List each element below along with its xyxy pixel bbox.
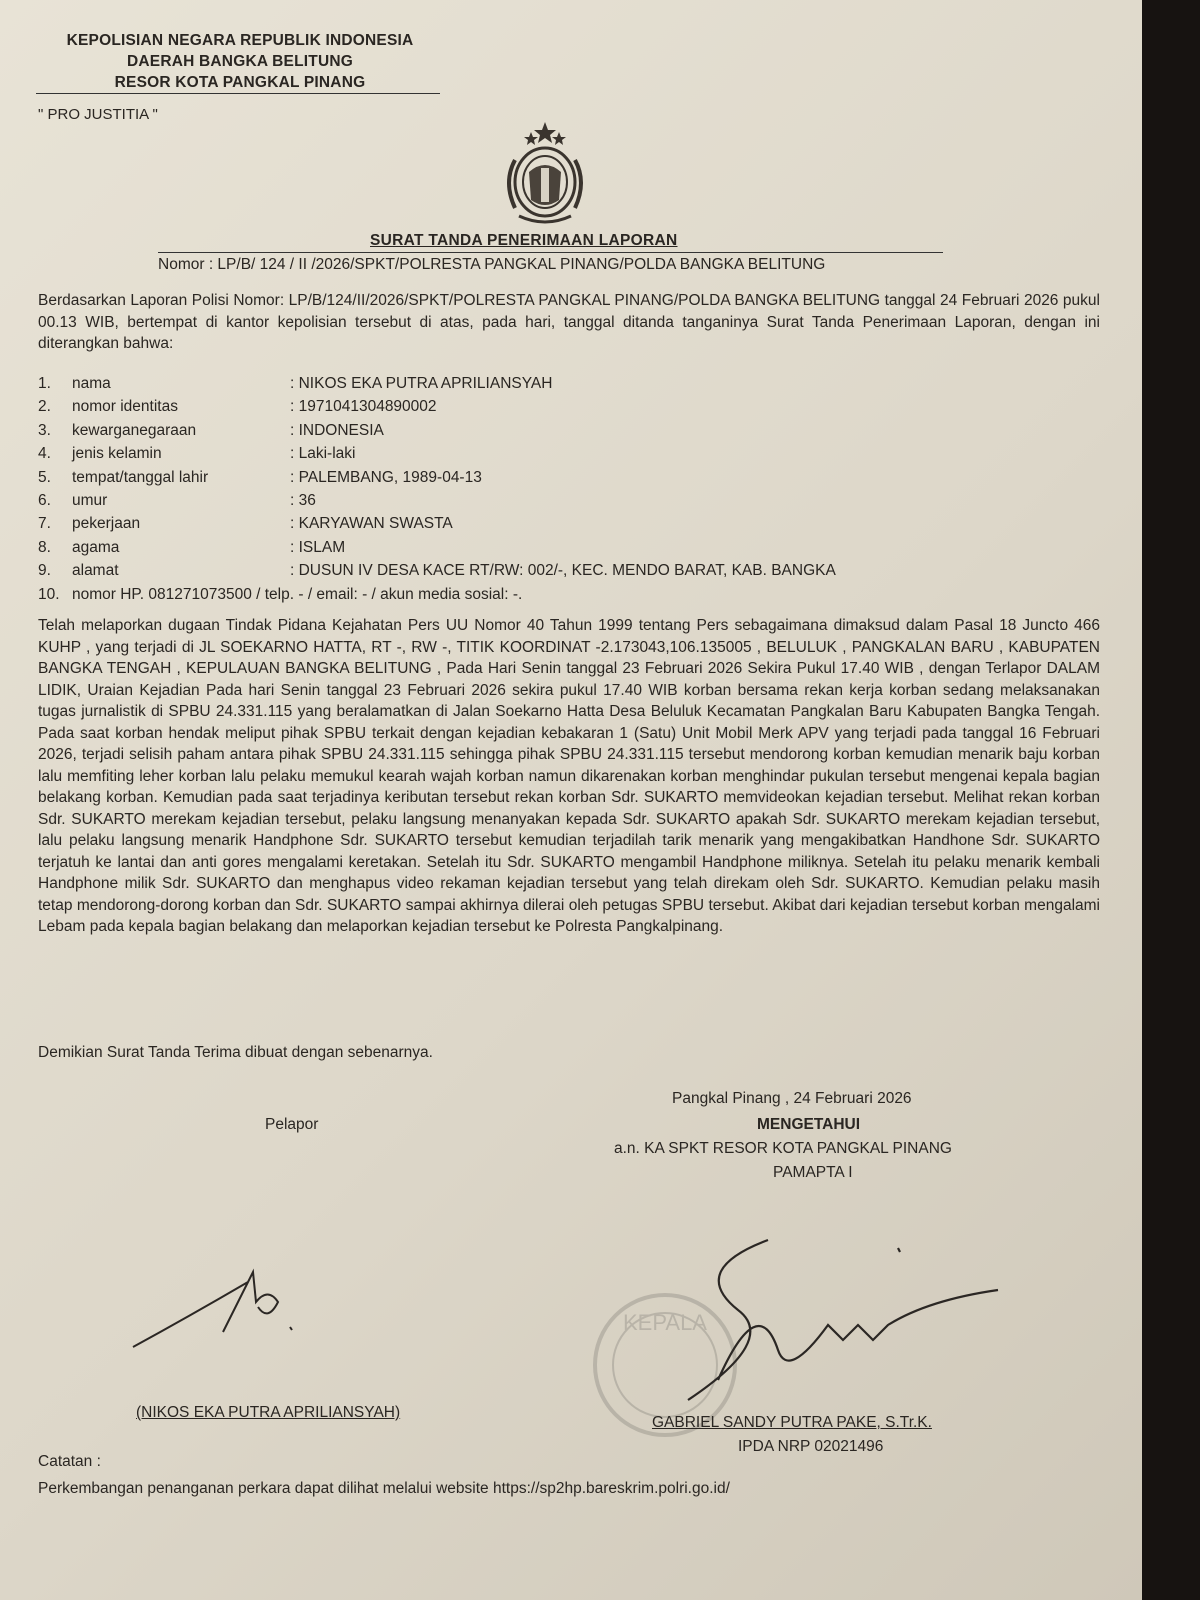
letterhead — [40, 30, 440, 93]
field-value: : 36 — [290, 491, 316, 509]
field-row — [38, 398, 1038, 421]
letterhead-line-2: DAERAH BANGKA BELITUNG — [127, 53, 353, 70]
field-label: nomor identitas — [72, 398, 178, 416]
field-row — [38, 562, 1038, 585]
field-value: : Laki-laki — [290, 445, 356, 463]
pro-justitia: " PRO JUSTITIA " — [38, 106, 158, 123]
background-edge — [1142, 0, 1200, 1600]
intro-paragraph: Berdasarkan Laporan Polisi Nomor: LP/B/124/II/2026/SPKT/POLRESTA PANGKAL PINANG/POLDA BANGKA BELITUNG tanggal 24 Februari 2026 pukul 00.13 WIB, bertempat di kantor kepolisian tersebut di atas, pada hari, tanggal ditanda tanganinya Surat Tanda Penerimaan Laporan, dengan ini diterangkan bahwa: — [38, 292, 1100, 352]
closing-paragraph: Demikian Surat Tanda Terima dibuat dengan sebenarnya. — [38, 1044, 433, 1061]
letterhead-divider — [36, 93, 440, 94]
field-label: agama — [72, 538, 120, 556]
field-value: : ISLAM — [290, 538, 346, 556]
field-row — [38, 539, 1038, 562]
pelapor-name: (NIKOS EKA PUTRA APRILIANSYAH) — [136, 1404, 401, 1421]
officer-signature-icon — [628, 1230, 1028, 1420]
field-row — [38, 586, 1038, 609]
field-number: 8. — [38, 538, 51, 556]
title-divider — [158, 252, 943, 253]
notes-text: Perkembangan penanganan perkara dapat dilihat melalui website https://sp2hp.bareskrim.polri.go.id/ — [38, 1480, 730, 1497]
pelapor-label: Pelapor — [265, 1116, 319, 1133]
mengetahui-label: MENGETAHUI — [757, 1116, 861, 1133]
field-label: pekerjaan — [72, 515, 141, 533]
field-value: : NIKOS EKA PUTRA APRILIANSYAH — [290, 375, 553, 392]
stamp-text: KEPALA — [623, 1310, 707, 1335]
field-label: alamat — [72, 562, 119, 580]
field-number: 2. — [38, 398, 51, 416]
field-row — [38, 492, 1038, 515]
police-emblem-icon — [487, 120, 603, 230]
field-label: umur — [72, 491, 108, 509]
notes-label: Catatan : — [38, 1453, 101, 1470]
field-label: nomor HP. 081271073500 / telp. - / email: - / akun media sosial: -. — [72, 585, 523, 603]
letterhead-line-1: KEPOLISIAN NEGARA REPUBLIK INDONESIA — [66, 32, 414, 49]
letterhead-line-3: RESOR KOTA PANGKAL PINANG — [114, 74, 366, 91]
field-number: 5. — [38, 468, 51, 486]
field-number: 7. — [38, 515, 51, 533]
document-title: SURAT TANDA PENERIMAAN LAPORAN — [370, 232, 678, 249]
field-row — [38, 375, 1038, 398]
field-row — [38, 422, 1038, 445]
field-row — [38, 515, 1038, 538]
field-label: tempat/tanggal lahir — [72, 468, 209, 486]
field-number: 6. — [38, 491, 51, 509]
field-row — [38, 445, 1038, 468]
field-label: jenis kelamin — [72, 445, 162, 463]
field-number: 4. — [38, 445, 51, 463]
field-number: 3. — [38, 421, 51, 439]
field-value: : DUSUN IV DESA KACE RT/RW: 002/-, KEC. MENDO BARAT, KAB. BANGKA — [290, 562, 836, 580]
field-row — [38, 469, 1038, 492]
reporter-fields — [38, 375, 1038, 609]
field-number: 1. — [38, 375, 51, 392]
field-value: : 1971041304890002 — [290, 398, 437, 416]
field-label: nama — [72, 375, 111, 392]
field-number: 9. — [38, 562, 51, 580]
report-body-paragraph: Telah melaporkan dugaan Tindak Pidana Kejahatan Pers UU Nomor 40 Tahun 1999 tentang Pers sebagaimana dimaksud dalam Pasal 18 Juncto 466 KUHP , yang terjadi di JL SOEKARNO HATTA, RT -, RW -, TITIK KOORDINAT -2.173043,106.135005 , BELULUK , PANGKALAN BARU , KABUPATEN BANGKA TENGAH , KEPULAUAN BANGKA BELITUNG , Pada Hari Senin tanggal 23 Februari 2026 Sekira Pukul 17.40 WIB , dengan Terlapor DALAM LIDIK, Uraian Kejadian Pada hari Senin tanggal 23 Februari 2026 sekira pukul 17.40 WIB korban bersama rekan kerja korban sedang melaksanakan tugas jurnalistik di SPBU 24.331.115 yang beralamatkan di Jalan Soekarno Hatta Desa Beluluk Kecamatan Pangkalan Baru Kabupaten Bangka Tengah. Pada saat korban hendak meliput pihak SPBU terkait dengan kejadian kebakaran 1 (Satu) Unit Mobil Merk APV yang terjadi pada tanggal 16 Februari 2026, terjadi selisih paham antara pihak SPBU 24.331.115 sehingga pihak SPBU 24.331.115 tersebut mendorong korban kemudian menarik baju korban lalu memfiting leher korban lalu pelaku memukul kearah wajah korban namun dikarenakan korban menghindar pukulan tersebut mengenai kepala bagian belakang korban. Kemudian pada saat terjadinya keributan tersebut rekan korban Sdr. SUKARTO memvideokan kejadian tersebut. Melihat rekan korban Sdr. SUKARTO merekam kejadian tersebut, pelaku langsung menanyakan kepada Sdr. SUKARTO apakah Sdr. SUKARTO merekam kejadian tersebut, lalu pelaku langsung menarik Handphone Sdr. SUKARTO tersebut kemudian terjadilah tarik menarik yang mengakibatkan Handhone Sdr. SUKARTO terjatuh ke lantai dan anti gores mengalami keretakan. Setelah itu Sdr. SUKARTO mengambil Handphone miliknya. Setelah itu pelaku menarik kembali Handphone milik Sdr. SUKARTO dan menghapus video rekaman kejadian tersebut yang telah direkam oleh Sdr. SUKARTO. Kemudian pelaku masih tetap mendorong-dorong korban dan Sdr. SUKARTO sampai akhirnya dilerai oleh petugas SPBU tersebut. Akibat dari kejadian tersebut korban mengalami Lebam pada kepala bagian belakang dan melaporkan kejadian tersebut ke Polresta Pangkalpinang. — [38, 617, 1100, 935]
on-behalf-label: a.n. KA SPKT RESOR KOTA PANGKAL PINANG — [614, 1140, 952, 1157]
pelapor-signature-icon — [128, 1262, 318, 1352]
field-value: : PALEMBANG, 1989-04-13 — [290, 468, 482, 486]
officer-name: GABRIEL SANDY PUTRA PAKE, S.Tr.K. — [652, 1414, 932, 1431]
field-value: : KARYAWAN SWASTA — [290, 515, 453, 533]
field-value: : INDONESIA — [290, 421, 384, 439]
pamapta-label: PAMAPTA I — [773, 1164, 853, 1181]
field-label: kewarganegaraan — [72, 421, 197, 439]
officer-nrp: IPDA NRP 02021496 — [738, 1438, 884, 1455]
place-date: Pangkal Pinang , 24 Februari 2026 — [672, 1090, 912, 1107]
field-number: 10. — [38, 585, 60, 603]
document-number: Nomor : LP/B/ 124 / II /2026/SPKT/POLRESTA PANGKAL PINANG/POLDA BANGKA BELITUNG — [158, 256, 826, 273]
